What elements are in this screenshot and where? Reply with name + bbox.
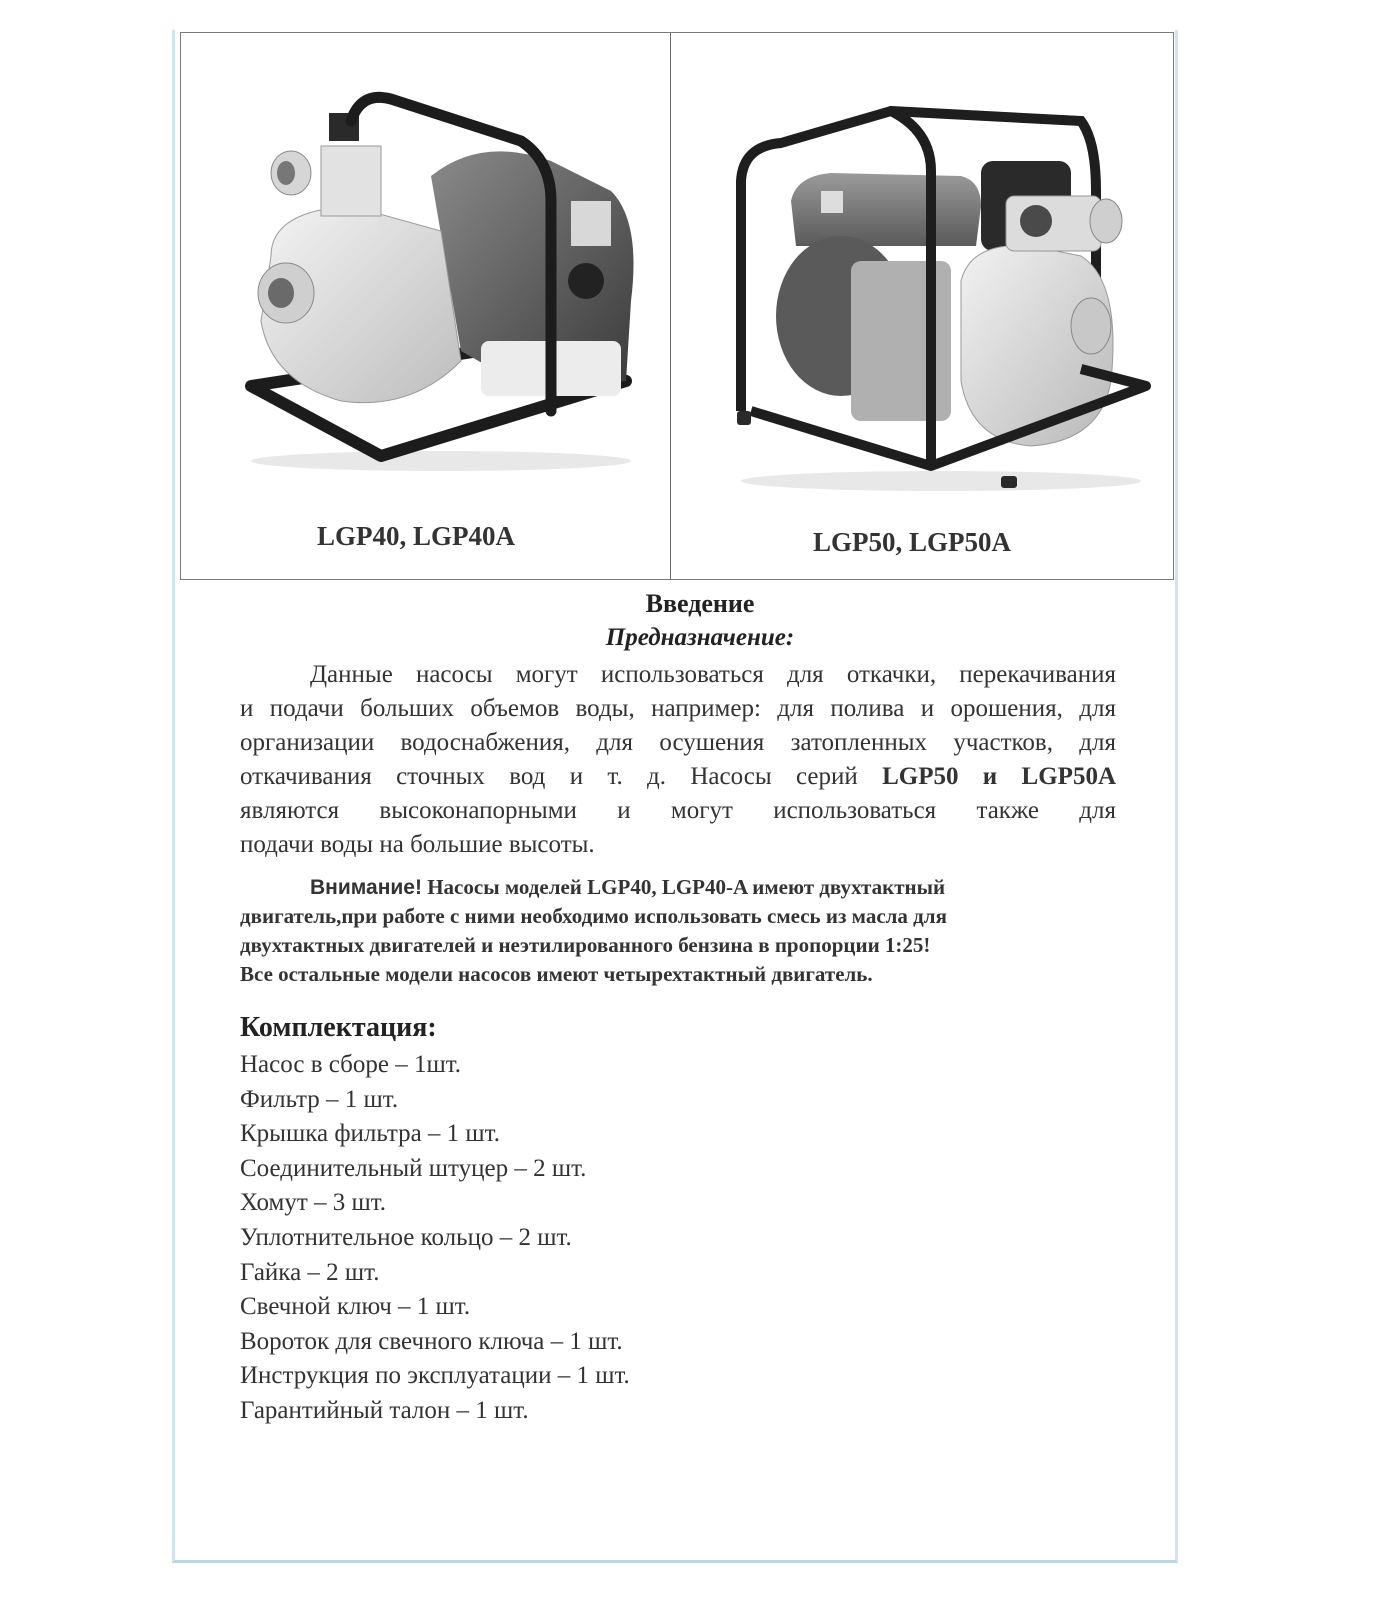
product-cell-lgp40: [181, 33, 671, 579]
intro-heading: Введение: [645, 589, 755, 618]
purpose-subheading: Предназначение:: [605, 624, 795, 651]
kit-item: Насос в сборе – 1шт.: [240, 1051, 462, 1078]
model-series-highlight: LGP50 и LGP50A: [882, 763, 1117, 790]
paragraph-line: [240, 760, 1116, 794]
two-stroke-water-pump-photo: [231, 81, 651, 481]
paragraph-line: подачи воды на большие высоты.: [240, 831, 595, 858]
kit-item: Свечной ключ – 1 шт.: [240, 1293, 471, 1321]
warning-line: двигатель,при работе с ними необходимо использовать смесь из масла для: [240, 904, 947, 928]
paragraph-line: организации водоснабжения, для осушения затопленных участков, для: [240, 729, 1116, 756]
paragraph-text: откачивания сточных вод и т. д. Насосы серий: [240, 763, 883, 790]
kit-item: Крышка фильтра – 1 шт.: [240, 1120, 500, 1148]
kit-item: Вороток для свечного ключа – 1 шт.: [240, 1327, 623, 1355]
kit-item: Хомут – 3 шт.: [240, 1189, 387, 1217]
paragraph-line: Данные насосы могут использоваться для откачки, перекачивания: [310, 661, 1116, 688]
product-cell-lgp50: [671, 33, 1173, 579]
warning-line: двухтактных двигателей и неэтилированного бензина в пропорции 1:25!: [240, 933, 931, 957]
warning-line: Все остальные модели насосов имеют четырехтактный двигатель.: [240, 962, 873, 986]
four-stroke-water-pump-photo: [701, 81, 1161, 501]
paragraph-line: и подачи больших объемов воды, например: для полива и орошения, для: [240, 695, 1116, 722]
kit-list: [240, 1048, 630, 1429]
kit-item: Гайка – 2 шт.: [240, 1258, 380, 1286]
paragraph-line: являются высоконапорными и могут использоваться также для: [240, 797, 1116, 824]
warning-note: [240, 873, 1116, 989]
kit-item: Гарантийный талон – 1 шт.: [240, 1396, 529, 1424]
kit-item: Соединительный штуцер – 2 шт.: [240, 1154, 587, 1182]
kit-item: Инструкция по эксплуатации – 1 шт.: [240, 1362, 630, 1390]
purpose-paragraph: [240, 658, 1116, 862]
warning-text: Насосы моделей LGP40, LGP40-A имеют двухтактный: [421, 875, 946, 899]
product-caption-lgp40: LGP40, LGP40A: [317, 521, 516, 551]
product-caption-lgp50: LGP50, LGP50A: [813, 527, 1012, 557]
product-photo-table: [180, 32, 1174, 580]
warning-lead: Внимание!: [310, 876, 422, 899]
kit-item: Фильтр – 1 шт.: [240, 1085, 399, 1113]
warning-line: [240, 873, 1116, 902]
kit-item: Уплотнительное кольцо – 2 шт.: [240, 1223, 572, 1251]
kit-heading: Комплектация:: [240, 1012, 437, 1043]
